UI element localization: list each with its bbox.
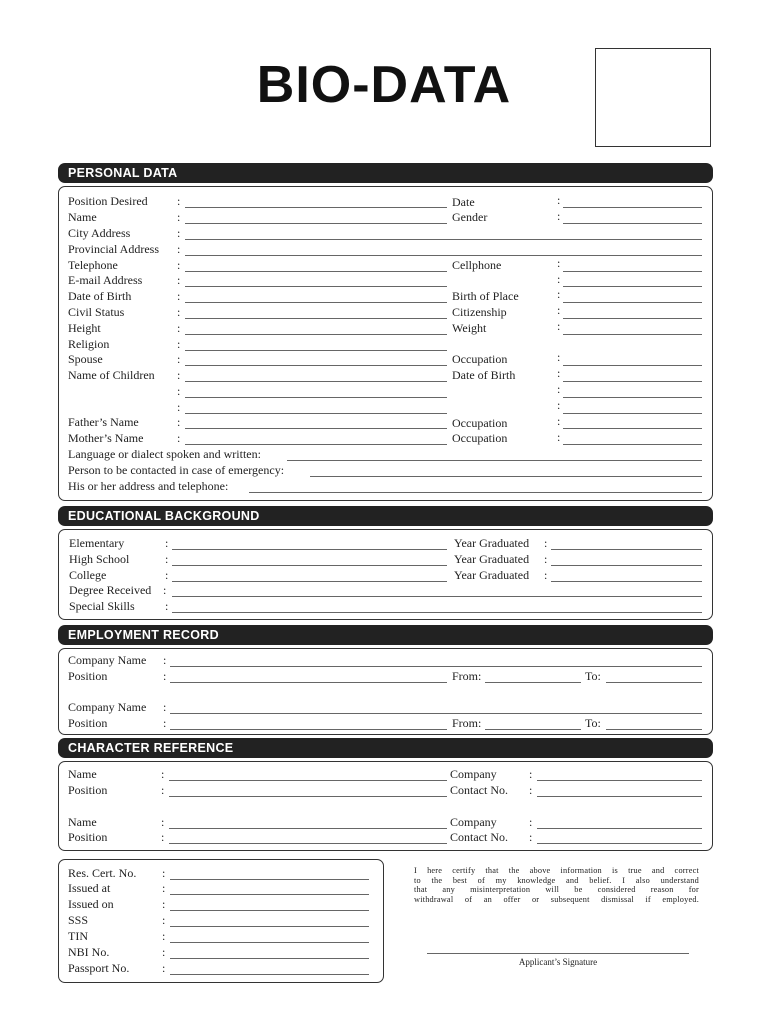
label-child-dob: Date of Birth bbox=[452, 368, 516, 382]
label-gender: Gender bbox=[452, 210, 488, 224]
label-to-2: To: bbox=[585, 716, 601, 730]
field-company-name-1[interactable] bbox=[170, 666, 702, 667]
label-city-address: City Address bbox=[68, 226, 131, 240]
label-skills: Special Skills bbox=[69, 599, 135, 613]
photo-box[interactable] bbox=[595, 48, 711, 147]
field-from-1[interactable] bbox=[485, 682, 581, 683]
colon: : bbox=[165, 568, 169, 582]
field-email[interactable] bbox=[185, 286, 447, 287]
colon: : bbox=[544, 552, 548, 566]
field-dob[interactable] bbox=[185, 302, 447, 303]
field-position-1[interactable] bbox=[170, 682, 447, 683]
field-year-elementary[interactable] bbox=[551, 549, 702, 550]
field-child-1[interactable] bbox=[185, 381, 447, 382]
field-gender[interactable] bbox=[563, 223, 702, 224]
colon: : bbox=[165, 599, 169, 613]
label-year-graduated-1: Year Graduated bbox=[454, 536, 530, 550]
field-degree[interactable] bbox=[172, 596, 702, 597]
colon: : bbox=[177, 337, 181, 351]
label-sss: SSS bbox=[68, 913, 89, 927]
field-from-2[interactable] bbox=[485, 729, 581, 730]
field-sss[interactable] bbox=[170, 926, 369, 927]
field-ref-company-2[interactable] bbox=[537, 828, 702, 829]
label-college: College bbox=[69, 568, 107, 582]
field-child-2[interactable] bbox=[185, 397, 447, 398]
certification-text bbox=[414, 866, 699, 904]
section-header-employment: EMPLOYMENT RECORD bbox=[58, 625, 713, 645]
field-ref-position-2[interactable] bbox=[169, 843, 447, 844]
colon: : bbox=[162, 945, 166, 959]
field-provincial-address[interactable] bbox=[185, 255, 702, 256]
field-college[interactable] bbox=[172, 581, 447, 582]
colon: : bbox=[557, 209, 561, 223]
colon: : bbox=[177, 226, 181, 240]
label-res-cert: Res. Cert. No. bbox=[68, 866, 137, 880]
label-high-school: High School bbox=[69, 552, 130, 566]
field-city-address[interactable] bbox=[185, 239, 702, 240]
field-father[interactable] bbox=[185, 428, 447, 429]
employment-box bbox=[58, 648, 713, 735]
field-child-dob-3[interactable] bbox=[563, 413, 702, 414]
label-ref-contact-2: Contact No. bbox=[450, 830, 508, 844]
field-ref-contact-2[interactable] bbox=[537, 843, 702, 844]
label-children: Name of Children bbox=[68, 368, 155, 382]
field-to-1[interactable] bbox=[606, 682, 702, 683]
label-tin: TIN bbox=[68, 929, 88, 943]
colon: : bbox=[163, 669, 167, 683]
label-position-desired: Position Desired bbox=[68, 194, 148, 208]
label-cellphone: Cellphone bbox=[452, 258, 502, 272]
colon: : bbox=[177, 210, 181, 224]
field-res-cert[interactable] bbox=[170, 879, 369, 880]
label-spouse: Spouse bbox=[68, 352, 103, 366]
certification-line: to the best of my knowledge and belief. I also understand bbox=[414, 875, 699, 885]
colon: : bbox=[165, 552, 169, 566]
colon: : bbox=[161, 815, 165, 829]
field-issued-at[interactable] bbox=[170, 894, 369, 895]
field-emergency-address[interactable] bbox=[249, 492, 702, 493]
field-ref-position-1[interactable] bbox=[169, 796, 447, 797]
field-ref-company-1[interactable] bbox=[537, 780, 702, 781]
label-name: Name bbox=[68, 210, 97, 224]
label-year-graduated-2: Year Graduated bbox=[454, 552, 530, 566]
colon: : bbox=[529, 767, 533, 781]
section-header-education: EDUCATIONAL BACKGROUND bbox=[58, 506, 713, 526]
label-issued-on: Issued on bbox=[68, 897, 114, 911]
label-company-name-1: Company Name bbox=[68, 653, 147, 667]
field-nbi[interactable] bbox=[170, 958, 369, 959]
colon: : bbox=[557, 319, 561, 333]
colon: : bbox=[162, 881, 166, 895]
colon: : bbox=[557, 272, 561, 286]
colon: : bbox=[163, 700, 167, 714]
colon: : bbox=[557, 398, 561, 412]
colon: : bbox=[162, 866, 166, 880]
field-year-high-school[interactable] bbox=[551, 565, 702, 566]
field-elementary[interactable] bbox=[172, 549, 447, 550]
label-issued-at: Issued at bbox=[68, 881, 111, 895]
colon: : bbox=[177, 368, 181, 382]
colon: : bbox=[161, 830, 165, 844]
field-position-2[interactable] bbox=[170, 729, 447, 730]
field-mother[interactable] bbox=[185, 444, 447, 445]
reference-box bbox=[58, 761, 713, 851]
label-language: Language or dialect spoken and written: bbox=[68, 447, 261, 461]
field-father-occupation[interactable] bbox=[563, 428, 702, 429]
colon: : bbox=[177, 321, 181, 335]
field-child-3[interactable] bbox=[185, 413, 447, 414]
colon: : bbox=[529, 783, 533, 797]
colon: : bbox=[557, 382, 561, 396]
field-ref-contact-1[interactable] bbox=[537, 796, 702, 797]
label-father-occupation: Occupation bbox=[452, 416, 508, 430]
colon: : bbox=[177, 273, 181, 287]
colon: : bbox=[163, 716, 167, 730]
colon: : bbox=[557, 430, 561, 444]
colon: : bbox=[544, 536, 548, 550]
label-year-graduated-3: Year Graduated bbox=[454, 568, 530, 582]
colon: : bbox=[177, 384, 181, 398]
page-title: BIO-DATA bbox=[256, 56, 512, 114]
field-citizenship[interactable] bbox=[563, 318, 702, 319]
label-nbi: NBI No. bbox=[68, 945, 110, 959]
colon: : bbox=[163, 583, 167, 597]
colon: : bbox=[177, 352, 181, 366]
colon: : bbox=[161, 783, 165, 797]
label-mother: Mother’s Name bbox=[68, 431, 144, 445]
field-civil-status[interactable] bbox=[185, 318, 447, 319]
personal-data-box bbox=[58, 186, 713, 501]
field-company-name-2[interactable] bbox=[170, 713, 702, 714]
colon: : bbox=[177, 289, 181, 303]
label-weight: Weight bbox=[452, 321, 487, 335]
colon: : bbox=[165, 536, 169, 550]
field-year-college[interactable] bbox=[551, 581, 702, 582]
field-child-dob-2[interactable] bbox=[563, 397, 702, 398]
label-birth-place: Birth of Place bbox=[452, 289, 519, 303]
field-cellphone-2[interactable] bbox=[563, 286, 702, 287]
field-spouse-occupation[interactable] bbox=[563, 365, 702, 366]
signature-line[interactable] bbox=[427, 953, 689, 954]
section-header-reference: CHARACTER REFERENCE bbox=[58, 738, 713, 758]
label-from-2: From: bbox=[452, 716, 482, 730]
label-ref-contact-1: Contact No. bbox=[450, 783, 508, 797]
label-from-1: From: bbox=[452, 669, 482, 683]
label-position-1: Position bbox=[68, 669, 108, 683]
colon: : bbox=[557, 366, 561, 380]
label-religion: Religion bbox=[68, 337, 110, 351]
field-weight[interactable] bbox=[563, 334, 702, 335]
field-telephone[interactable] bbox=[185, 271, 447, 272]
field-name[interactable] bbox=[185, 223, 447, 224]
field-to-2[interactable] bbox=[606, 729, 702, 730]
field-birth-place[interactable] bbox=[563, 302, 702, 303]
label-citizenship: Citizenship bbox=[452, 305, 507, 319]
field-ref-name-2[interactable] bbox=[169, 828, 447, 829]
field-emergency[interactable] bbox=[310, 476, 702, 477]
label-to-1: To: bbox=[585, 669, 601, 683]
label-ref-name-2: Name bbox=[68, 815, 97, 829]
label-ref-position-2: Position bbox=[68, 830, 108, 844]
label-ref-company-2: Company bbox=[450, 815, 497, 829]
label-ref-name-1: Name bbox=[68, 767, 97, 781]
field-spouse[interactable] bbox=[185, 365, 447, 366]
colon: : bbox=[162, 897, 166, 911]
colon: : bbox=[162, 913, 166, 927]
label-emergency-address: His or her address and telephone: bbox=[68, 479, 229, 493]
label-emergency: Person to be contacted in case of emergency: bbox=[68, 463, 285, 477]
field-tin[interactable] bbox=[170, 942, 369, 943]
field-religion[interactable] bbox=[185, 350, 447, 351]
field-height[interactable] bbox=[185, 334, 447, 335]
label-dob: Date of Birth bbox=[68, 289, 132, 303]
colon: : bbox=[557, 287, 561, 301]
colon: : bbox=[557, 303, 561, 317]
colon: : bbox=[177, 431, 181, 445]
field-cellphone[interactable] bbox=[563, 271, 702, 272]
label-elementary: Elementary bbox=[69, 536, 125, 550]
label-position-2: Position bbox=[68, 716, 108, 730]
label-company-name-2: Company Name bbox=[68, 700, 147, 714]
label-email: E-mail Address bbox=[68, 273, 143, 287]
certification-line: that any misinterpretation will be considered reason for bbox=[414, 885, 699, 894]
label-degree: Degree Received bbox=[69, 583, 152, 597]
label-provincial-address: Provincial Address bbox=[68, 242, 159, 256]
colon: : bbox=[162, 961, 166, 975]
colon: : bbox=[177, 242, 181, 256]
field-language[interactable] bbox=[287, 460, 702, 461]
colon: : bbox=[557, 193, 561, 207]
colon: : bbox=[161, 767, 165, 781]
colon: : bbox=[557, 256, 561, 270]
field-position-desired[interactable] bbox=[185, 207, 447, 208]
field-child-dob-1[interactable] bbox=[563, 381, 702, 382]
field-date[interactable] bbox=[563, 207, 702, 208]
field-ref-name-1[interactable] bbox=[169, 780, 447, 781]
id-numbers-box bbox=[58, 859, 384, 983]
colon: : bbox=[529, 815, 533, 829]
field-issued-on[interactable] bbox=[170, 910, 369, 911]
colon: : bbox=[544, 568, 548, 582]
colon: : bbox=[557, 414, 561, 428]
field-passport[interactable] bbox=[170, 974, 369, 975]
colon: : bbox=[162, 929, 166, 943]
label-father: Father’s Name bbox=[68, 415, 139, 429]
colon: : bbox=[529, 830, 533, 844]
label-passport: Passport No. bbox=[68, 961, 130, 975]
label-mother-occupation: Occupation bbox=[452, 431, 508, 445]
label-date: Date bbox=[452, 195, 475, 209]
education-box bbox=[58, 529, 713, 620]
colon: : bbox=[557, 350, 561, 364]
label-height: Height bbox=[68, 321, 101, 335]
colon: : bbox=[177, 194, 181, 208]
certification-line: withdrawal of an offer or subsequent dismissal if employed. bbox=[414, 894, 699, 904]
field-mother-occupation[interactable] bbox=[563, 444, 702, 445]
field-skills[interactable] bbox=[172, 612, 702, 613]
colon: : bbox=[163, 653, 167, 667]
certification-line: I here certify that the above information is true and correct bbox=[414, 866, 699, 875]
label-ref-company-1: Company bbox=[450, 767, 497, 781]
colon: : bbox=[177, 258, 181, 272]
label-spouse-occupation: Occupation bbox=[452, 352, 508, 366]
label-civil-status: Civil Status bbox=[68, 305, 125, 319]
colon: : bbox=[177, 305, 181, 319]
section-header-personal: PERSONAL DATA bbox=[58, 163, 713, 183]
label-telephone: Telephone bbox=[68, 258, 118, 272]
colon: : bbox=[177, 415, 181, 429]
field-high-school[interactable] bbox=[172, 565, 447, 566]
label-ref-position-1: Position bbox=[68, 783, 108, 797]
colon: : bbox=[177, 400, 181, 414]
signature-label: Applicant’s Signature bbox=[518, 957, 598, 967]
